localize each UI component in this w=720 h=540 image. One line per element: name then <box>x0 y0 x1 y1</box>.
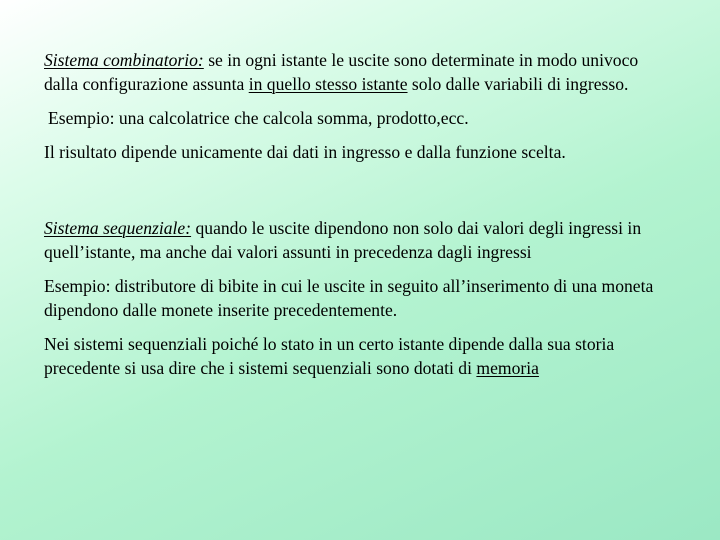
combinatorial-definition-end: solo dalle variabili di ingresso. <box>407 74 629 94</box>
memory-statement-text: Nei sistemi sequenziali poiché lo stato in un certo istante dipende dalla sua storia precedente si usa dire che i sistemi sequenziali sono dotati di <box>44 334 615 378</box>
memory-statement <box>44 332 674 380</box>
sequential-system-term: Sistema sequenziale: <box>44 218 192 238</box>
calculator-example: Esempio: una calcolatrice che calcola somma, prodotto,ecc. <box>48 108 469 128</box>
vending-machine-example: Esempio: distributore di bibite in cui le uscite in seguito all’inserimento di una moneta dipendono dalle monete inserite precedentemente. <box>44 276 654 320</box>
memory-term: memoria <box>476 358 539 378</box>
combinatorial-definition-text: se in ogni istante le uscite sono determinate in modo univoco dalla configurazione assunta <box>44 50 639 94</box>
result-statement: Il risultato dipende unicamente dai dati in ingresso e dalla funzione scelta. <box>44 142 566 162</box>
sequential-system-definition <box>44 216 674 264</box>
combinatorial-system-definition <box>44 48 674 96</box>
slide-content <box>44 48 674 380</box>
same-instant-phrase: in quello stesso istante <box>248 74 408 94</box>
combinatorial-system-term: Sistema combinatorio: <box>44 50 204 70</box>
sequential-definition-text: quando le uscite dipendono non solo dai valori degli ingressi in quell’istante, ma anche dai valori assunti in precedenza dagli ingressi <box>44 218 642 262</box>
